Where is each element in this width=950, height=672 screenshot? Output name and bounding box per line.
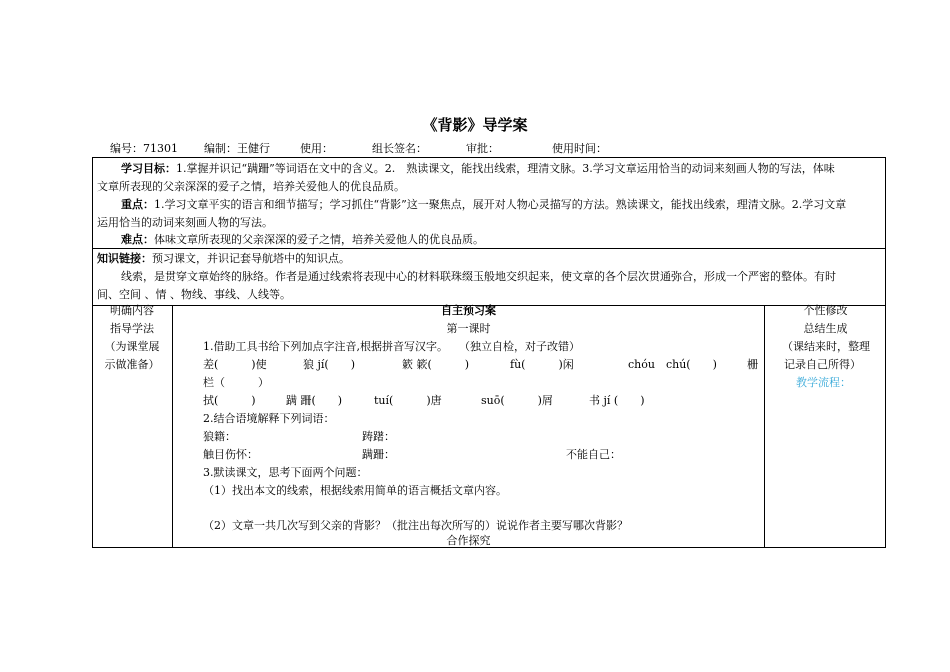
left-col-line-2: 指导学法 bbox=[110, 322, 154, 335]
pinyin-item: 簌 簌( ) bbox=[402, 358, 470, 371]
pinyin-item: fù( )闲 bbox=[510, 358, 574, 371]
word-item: 不能自己： bbox=[566, 448, 621, 461]
pinyin-item: 栏（ ） bbox=[203, 376, 269, 389]
key-label: 重点： bbox=[121, 198, 154, 211]
goals-text-1: 1.掌握并识记“蹒跚”等词语在文中的含义。2. 熟读课文，能找出线索，理清文脉。3.学习文章运用恰当的动词来刻画人物的写法，体味 bbox=[176, 162, 835, 175]
column-divider-left bbox=[172, 305, 173, 548]
meta-number: 编号：71301 bbox=[110, 142, 178, 155]
word-item: 触目伤怀： bbox=[203, 448, 258, 461]
left-col-line-3: （为课堂展 bbox=[104, 340, 160, 353]
pinyin-item: 栅 bbox=[747, 358, 758, 371]
right-col-line-1: 个性修改 bbox=[803, 304, 848, 317]
key-text-2: 运用恰当的动词来刻画人物的写法。 bbox=[97, 216, 273, 229]
cooperative-inquiry-label: 合作探究 bbox=[446, 534, 491, 547]
goals-label: 学习目标： bbox=[121, 162, 176, 175]
pinyin-item: 蹒 跚( ) bbox=[286, 394, 343, 407]
meta-editor: 编制：王健行 bbox=[204, 142, 270, 155]
word-item: 蹒跚： bbox=[362, 448, 395, 461]
right-col-line-3: （课结来时，整理 bbox=[782, 340, 870, 353]
knowledge-text-1: 预习课文，并识记套导航塔中的知识点。 bbox=[152, 252, 350, 265]
difficulty-label: 难点： bbox=[121, 233, 154, 246]
meta-approve: 审批： bbox=[466, 142, 499, 155]
pinyin-item: 差( )使 bbox=[203, 358, 267, 371]
left-col-line-1: 明确内容 bbox=[110, 304, 154, 317]
word-item: 踌躇： bbox=[362, 430, 395, 443]
meta-leader: 组长签名： bbox=[372, 142, 427, 155]
teaching-flow-label: 教学流程： bbox=[796, 376, 851, 389]
right-col-line-4: 记录自己所得） bbox=[784, 358, 861, 371]
pinyin-item: suō( )屑 bbox=[481, 394, 553, 407]
pinyin-item: 书 jí ( ) bbox=[589, 394, 645, 407]
goals-text-2: 文章所表现的父亲深深的爱子之情，培养关爱他人的优良品质。 bbox=[97, 180, 405, 193]
question-1: 1.借助工具书给下列加点字注音,根据拼音写汉字。 （独立自检，对子改错） bbox=[203, 340, 580, 353]
lesson-label: 第一课时 bbox=[446, 322, 491, 335]
column-divider-right bbox=[764, 305, 765, 548]
self-study-header: 自主预习案 bbox=[441, 304, 496, 317]
pinyin-item: tuí( )唐 bbox=[374, 394, 442, 407]
question-3b: （2）文章一共几次写到父亲的背影？（批注出每次所写的）说说作者主要写哪次背影？ bbox=[203, 519, 628, 532]
key-text-1: 1.学习文章平实的语言和细节描写；学习抓住“背影”这一聚焦点，展开对人物心灵描写的方法。熟读课文，能找出线索，理清文脉。2.学习文章 bbox=[154, 198, 847, 211]
knowledge-box bbox=[92, 248, 886, 306]
page-title: 《背影》导学案 bbox=[422, 116, 528, 134]
knowledge-label: 知识链接： bbox=[97, 252, 152, 265]
left-col-line-4: 示做准备） bbox=[104, 358, 160, 371]
question-3a: （1）找出本文的线索，根据线索用简单的语言概括文章内容。 bbox=[203, 484, 507, 497]
goals-box bbox=[92, 157, 886, 249]
meta-time: 使用时间： bbox=[552, 142, 607, 155]
word-item: 狼籍： bbox=[203, 430, 236, 443]
pinyin-item: chóu chú( ) bbox=[628, 358, 717, 371]
question-2: 2.结合语境解释下列词语： bbox=[203, 412, 335, 425]
knowledge-text-2: 线索，是贯穿文章始终的脉络。作者是通过线索将表现中心的材料联珠缀玉般地交织起来，使文章的各个层次贯通弥合，形成一个严密的整体。有时 bbox=[121, 270, 836, 283]
knowledge-text-3: 间、空间 、情 、物线、事线、人线等。 bbox=[97, 288, 291, 301]
pinyin-item: 拭( ) bbox=[203, 394, 256, 407]
difficulty-text: 体味文章所表现的父亲深深的爱子之情，培养关爱他人的优良品质。 bbox=[154, 233, 484, 246]
pinyin-item: 狼 jí( ) bbox=[303, 358, 356, 371]
right-col-line-2: 总结生成 bbox=[803, 322, 848, 335]
question-3: 3.默读课文，思考下面两个问题： bbox=[203, 466, 368, 479]
meta-use: 使用： bbox=[300, 142, 333, 155]
